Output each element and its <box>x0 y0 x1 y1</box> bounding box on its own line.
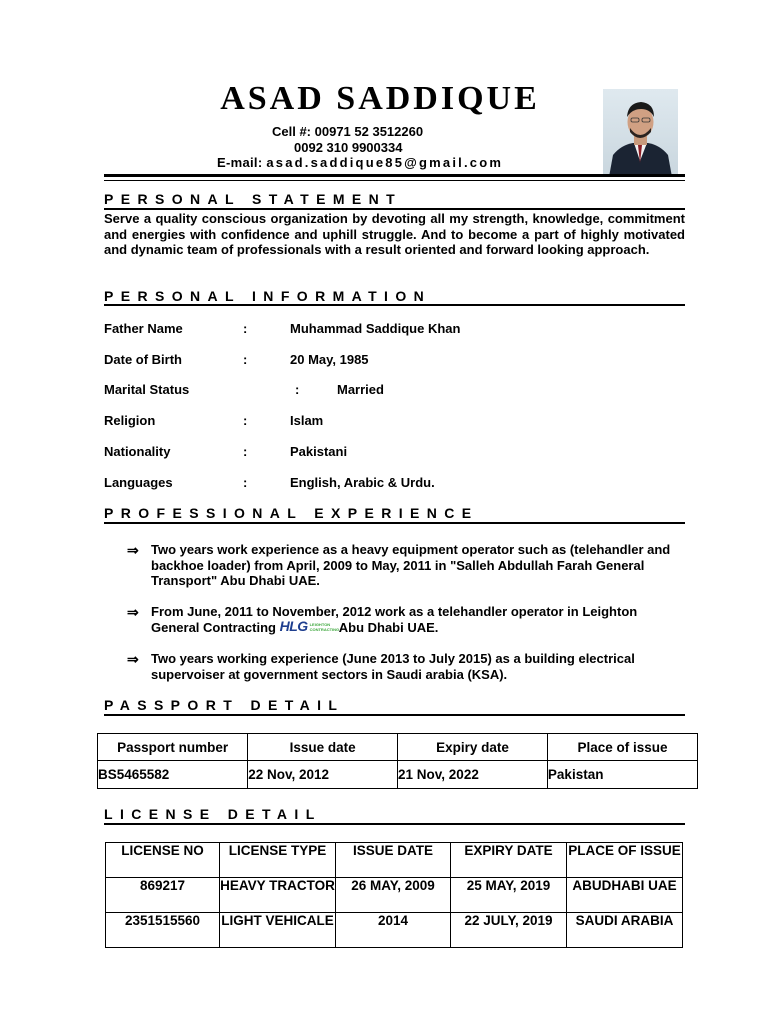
section-rule <box>104 304 685 306</box>
logo-subtext: LEIGHTON CONTRACTING <box>309 622 340 633</box>
table-cell: HEAVY TRACTOR <box>220 878 336 913</box>
info-colon: : <box>243 475 248 490</box>
section-rule <box>104 208 685 210</box>
personal-information-heading: PERSONAL INFORMATION <box>104 288 432 304</box>
table-header-cell: LICENSE TYPE <box>220 843 336 878</box>
table-row <box>106 913 683 948</box>
info-label: Date of Birth <box>104 352 182 367</box>
section-rule <box>104 823 685 825</box>
table-header-cell: ISSUE DATE <box>336 843 451 878</box>
personal-statement-heading: PERSONAL STATEMENT <box>104 191 403 207</box>
passport-table <box>97 733 698 789</box>
experience-item: Two years working experience (June 2013 to July 2015) as a building electrical supervoiser at government sectors in Saudi arabia (KSA). <box>151 651 635 682</box>
email-address[interactable]: asad.saddique85@gmail.com <box>266 155 504 170</box>
info-label: Nationality <box>104 444 171 459</box>
info-value: Married <box>337 382 384 397</box>
info-label: Religion <box>104 413 156 428</box>
license-detail-heading: LICENSE DETAIL <box>104 806 322 822</box>
table-header-cell: LICENSE NO <box>106 843 220 878</box>
table-header-cell: Issue date <box>248 734 398 761</box>
cell-number-line: Cell #: 00971 52 3512260 <box>272 124 424 139</box>
info-colon: : <box>243 413 248 428</box>
table-cell: ABUDHABI UAE <box>567 878 683 913</box>
table-header-row <box>98 734 698 761</box>
professional-experience-heading: PROFESSIONAL EXPERIENCE <box>104 505 479 521</box>
issue-date-cell: 22 Nov, 2012 <box>248 761 398 789</box>
table-header-cell: Passport number <box>98 734 248 761</box>
table-cell: 22 JULY, 2019 <box>451 913 567 948</box>
header-divider <box>104 174 685 177</box>
info-label: Father Name <box>104 321 183 336</box>
info-colon: : <box>243 352 248 367</box>
personal-statement-text: Serve a quality conscious organization by devoting all my strength, knowledge, commitment and energies with confidence and uphill struggle. And to become a part of highly motivated and dynamic team of professionals with a result oriented and forward looking approach. <box>104 211 685 257</box>
table-cell: LIGHT VEHICALE <box>220 913 336 948</box>
experience-text-after: Abu Dhabi UAE. <box>338 619 439 635</box>
logo-letters: HLG <box>279 618 308 635</box>
expiry-date-cell: 21 Nov, 2022 <box>398 761 548 789</box>
portrait-icon <box>603 89 678 177</box>
info-colon: : <box>243 321 248 336</box>
info-value: English, Arabic & Urdu. <box>290 475 435 490</box>
arrow-bullet-icon: ⇒ <box>127 542 139 558</box>
table-row <box>106 878 683 913</box>
experience-item: Two years work experience as a heavy equipment operator such as (telehandler and backhoe loader) from April, 2009 to May, 2011 in "Salleh Abdullah Farah General Transport" Abu Dhabi UAE. <box>151 542 671 588</box>
arrow-bullet-icon: ⇒ <box>127 604 139 620</box>
email-label: E-mail: <box>217 155 267 170</box>
table-header-row <box>106 843 683 878</box>
table-header-cell: PLACE OF ISSUE <box>567 843 683 878</box>
info-value: Muhammad Saddique Khan <box>290 321 461 336</box>
table-cell: 869217 <box>106 878 220 913</box>
info-colon: : <box>295 382 300 397</box>
place-of-issue-cell: Pakistan <box>547 761 697 789</box>
table-header-cell: Expiry date <box>398 734 548 761</box>
email-line <box>217 155 503 170</box>
header-divider-thin <box>104 180 685 181</box>
experience-item <box>151 604 686 635</box>
section-rule <box>104 522 685 524</box>
table-cell: SAUDI ARABIA <box>567 913 683 948</box>
license-table <box>105 842 683 948</box>
table-cell: 25 MAY, 2019 <box>451 878 567 913</box>
info-colon: : <box>243 444 248 459</box>
experience-text-before: From June, 2011 to November, 2012 work as a telehandler operator in Leighton General Contracting <box>151 604 638 635</box>
table-header-cell: Place of issue <box>547 734 697 761</box>
table-row <box>98 761 698 789</box>
table-cell: 2014 <box>336 913 451 948</box>
info-value: Islam <box>290 413 324 428</box>
candidate-name: ASAD SADDIQUE <box>220 80 540 117</box>
leighton-logo-icon <box>279 618 340 635</box>
info-label: Languages <box>104 475 173 490</box>
passport-detail-heading: PASSPORT DETAIL <box>104 697 345 713</box>
info-label: Marital Status <box>104 382 190 397</box>
profile-photo <box>603 89 678 177</box>
info-value: Pakistani <box>290 444 348 459</box>
arrow-bullet-icon: ⇒ <box>127 651 139 667</box>
info-value: 20 May, 1985 <box>290 352 369 367</box>
passport-number-cell: BS5465582 <box>98 761 248 789</box>
table-cell: 26 MAY, 2009 <box>336 878 451 913</box>
table-cell: 2351515560 <box>106 913 220 948</box>
cell-number-line-2: 0092 310 9900334 <box>294 140 403 155</box>
table-header-cell: EXPIRY DATE <box>451 843 567 878</box>
section-rule <box>104 714 685 716</box>
